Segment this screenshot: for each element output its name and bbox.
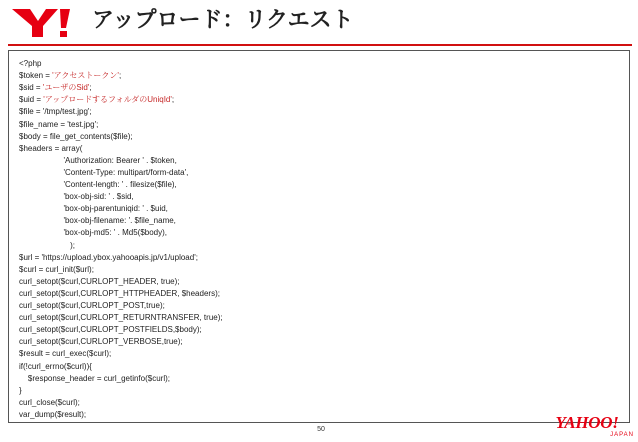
code-line [19,57,41,70]
code-line [19,130,133,143]
code-line [19,239,75,252]
code-line [19,287,220,300]
code-text: ); [19,240,76,250]
code-line [19,384,22,397]
code-text: 'box-obj-sid: ' . $sid, [19,192,134,202]
code-line [19,275,180,288]
code-text: $curl = curl_init($url); [19,264,94,274]
yahoo-japan-logo-icon [540,414,634,440]
code-text: 'box-obj-filename: '. $file_name, [19,216,176,226]
code-text: 'box-obj-md5: ' . Md5($body), [19,228,167,238]
code-line [19,69,121,82]
code-line [19,372,170,385]
code-line [19,154,177,167]
code-line [19,347,111,360]
code-text: if(!curl_errno($curl)){ [19,361,92,371]
code-text: $file_name = 'test.jpg'; [19,119,99,129]
code-text: curl_setopt($curl,CURLOPT_VERBOSE,true); [19,337,183,347]
code-line [19,202,168,215]
code-line [19,263,94,276]
code-text: curl_setopt($curl,CURLOPT_POST,true); [19,301,165,310]
code-text: $sid = [19,83,43,93]
code-string-literal: 'アップロードするフォルダのUniqId' [43,95,172,105]
footer-logo-sub: JAPAN [610,432,634,438]
code-line [19,396,80,409]
code-text: ; [171,95,175,105]
footer-logo-text: YAHOO! [555,413,619,432]
code-line [19,81,92,94]
code-text: 'Content-Type: multipart/form-data', [19,167,189,177]
code-text: $uid = [19,95,44,105]
code-text: $url = 'https://upload.ybox.yahooapis.jp/v1/upload'; [19,252,198,262]
code-text: $token = [19,71,53,81]
code-line [19,142,82,155]
code-text: curl_setopt($curl,CURLOPT_HTTPHEADER, $headers); [19,288,220,298]
code-text: $body = file_get_contents($file); [19,131,133,141]
code-text: $headers = array( [19,143,83,153]
code-text: curl_setopt($curl,CURLOPT_RETURNTRANSFER, true); [19,313,223,323]
title-divider [8,44,632,46]
code-block [8,50,630,423]
code-text: } [19,385,22,395]
yahoo-y-icon [10,6,74,40]
code-line [19,226,167,239]
page-title: アップロード：リクエスト [92,8,354,33]
code-line [19,118,98,131]
code-text: var_dump($result); [19,409,87,419]
code-line [19,360,92,373]
code-text: curl_close($curl); [19,397,80,407]
code-text: $result = curl_exec($curl); [19,349,112,359]
code-line [19,323,202,336]
code-line [19,335,183,348]
code-line [19,93,174,106]
code-text: 'box-obj-parentuniqid: ' . $uid, [19,204,168,214]
code-text: 'Content-length: ' . filesize($file), [19,180,177,189]
code-text: $file = '/tmp/test.jpg'; [19,107,92,117]
code-text: $response_header = curl_getinfo($curl); [19,373,170,383]
code-text: ; [118,71,122,81]
code-line [19,166,188,179]
code-line [19,408,86,421]
code-text: curl_setopt($curl,CURLOPT_POSTFIELDS,$body); [19,325,202,335]
code-line [19,214,176,227]
code-string-literal: 'ユーザのSid' [42,83,90,93]
code-line [19,190,134,203]
code-text: curl_setopt($curl,CURLOPT_HEADER, true); [19,276,180,286]
code-line [19,311,223,324]
code-text: <?php [19,59,42,68]
page-number: 50 [317,426,325,433]
code-line [19,299,165,312]
code-text: ; [89,83,92,93]
code-text: 'Authorization: Bearer ' . $token, [19,155,177,165]
code-string-literal: 'アクセストークン' [52,71,119,81]
code-line [19,251,198,264]
code-line [19,105,92,118]
code-line [19,178,177,191]
